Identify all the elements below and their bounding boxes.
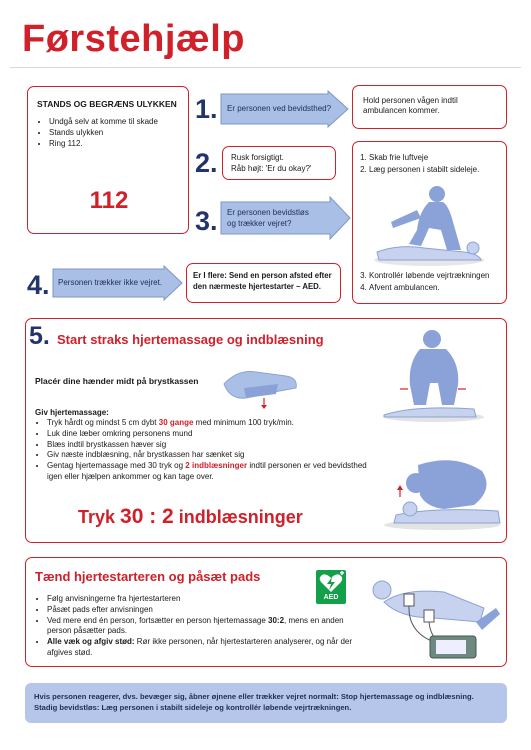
aed-logo (316, 570, 346, 604)
step1-number: 1. (195, 94, 218, 124)
footer-banner (25, 683, 507, 723)
cpr-steps (35, 418, 370, 483)
cpr-heading: Start straks hjertemassage og indblæsning (57, 332, 324, 347)
ratio-suffix: indblæsninger (173, 507, 303, 527)
step3-question-line1: Er personen bevidstløs (227, 208, 309, 217)
compression-illustration (374, 329, 484, 424)
step2-action-line1: Rusk forsigtigt. (231, 153, 284, 162)
rescue-breath-illustration (374, 449, 504, 534)
list-item: 2. Læg personen i stabilt sideleje. (369, 164, 505, 176)
list-item: 3. Kontrollér løbende vejrtrækningen (369, 270, 505, 282)
footer-line2: Stadig bevidstløs: Læg personen i stabilt sideleje og kontrollér løbende vejrtrækningen. (34, 703, 352, 712)
cpr-step1-text-end: med minimum 100 tryk/min. (193, 418, 294, 427)
aed-box (25, 557, 507, 667)
step2-number: 2. (195, 148, 218, 178)
list-item (47, 461, 370, 483)
step3-number: 3. (195, 206, 218, 236)
list-item: • Ring 112. (49, 139, 187, 150)
title-divider (10, 67, 521, 68)
aed-steps (35, 594, 365, 659)
step1-answer-box (352, 85, 507, 129)
step1-answer: Hold personen vågen indtil ambulancen kommer. (363, 96, 458, 116)
ratio-text (78, 505, 303, 529)
list-item: • Følg anvisningerne fra hjertestarteren (47, 594, 365, 605)
aed-step3-bold: 30:2 (268, 615, 285, 625)
step4-number: 4. (27, 270, 50, 300)
ratio-prefix: Tryk (78, 507, 121, 527)
step2-action-line2: Råb højt: 'Er du okay?' (231, 164, 312, 173)
list-item: • Blæs indtil brystkassen hæver sig (47, 440, 370, 451)
hands-illustration (216, 354, 311, 409)
list-item (47, 637, 365, 659)
page-title: Førstehjælp (22, 18, 245, 60)
list-item: 1. Skab frie luftveje (369, 152, 505, 164)
step2-box (222, 146, 336, 180)
step1-question: Er personen ved bevidsthed? (227, 104, 332, 113)
heart-bolt-icon (316, 571, 346, 595)
recovery-steps-top (355, 152, 505, 176)
hand-placement-text: Placér dine hænder midt på brystkassen (35, 376, 199, 386)
list-item: • Stands ulykken (49, 128, 187, 139)
cpr-step5-text-end: indtil personen er ved bevidsthed igen eller hjælpen ankommer og kan tage over. (47, 461, 367, 481)
list-item: 4. Afvent ambulancen. (369, 282, 505, 294)
ratio-number: 30 : 2 (120, 505, 174, 528)
stands-heading: STANDS OG BEGRÆNS ULYKKEN (37, 99, 177, 109)
step3-arrow (220, 196, 352, 240)
aed-heading: Tænd hjertestarteren og påsæt pads (35, 569, 261, 584)
list-item: • Undgå selv at komme til skade (49, 117, 187, 128)
cpr-step1-highlight: 30 gange (158, 418, 194, 427)
cpr-subheading: Giv hjertemassage: (35, 408, 109, 417)
cpr-box (25, 318, 507, 543)
aed-step3-text: Ved mere end én person, fortsætter en person hjertemassage (47, 615, 269, 625)
list-item (47, 616, 365, 638)
footer-line1: Hvis personen reagerer, dvs. bevæger sig, åbner øjnene eller trækker vejret normalt: Stop hjertemassage og indblæsning. (34, 692, 474, 701)
recovery-box (352, 141, 507, 304)
aed-pads-illustration (364, 562, 504, 662)
recovery-steps-bottom (355, 270, 505, 294)
step3-question-line2: og trækker vejret? (227, 219, 292, 228)
step5-number: 5. (29, 322, 50, 350)
step4-text: Personen trækker ikke vejret. (58, 278, 163, 287)
list-item: • Giv næste indblæsning, når brystkassen har sænket sig (47, 450, 370, 461)
list-item (47, 418, 370, 429)
cpr-step1-text: Tryk hårdt og mindst 5 cm dybt (47, 418, 159, 427)
list-item: • Luk dine læber omkring personens mund (47, 429, 370, 440)
step4-note: Er I flere: Send en person afsted efter den nærmeste hjertestarter – AED. (193, 271, 332, 291)
aed-step3-text-end: , mens en anden person påsætter pads. (47, 615, 344, 636)
stands-list (37, 117, 187, 149)
step4-note-box (186, 263, 341, 303)
aed-step4-text: Rør ikke personen, når hjertestarteren analyserer, og når der afgives stød. (47, 637, 353, 657)
cpr-step5-text: Gentag hjertemassage med 30 tryk og (47, 461, 186, 471)
list-item: • Påsæt pads efter anvisningen (47, 605, 365, 616)
aed-step4-bold: Alle væk og afgiv stød: (47, 637, 135, 647)
recovery-position-illustration (369, 182, 489, 272)
stands-box (27, 86, 189, 234)
cpr-step5-highlight: 2 indblæsninger (185, 461, 248, 471)
aed-logo-label: AED (323, 594, 339, 601)
emergency-number: 112 (89, 187, 129, 214)
